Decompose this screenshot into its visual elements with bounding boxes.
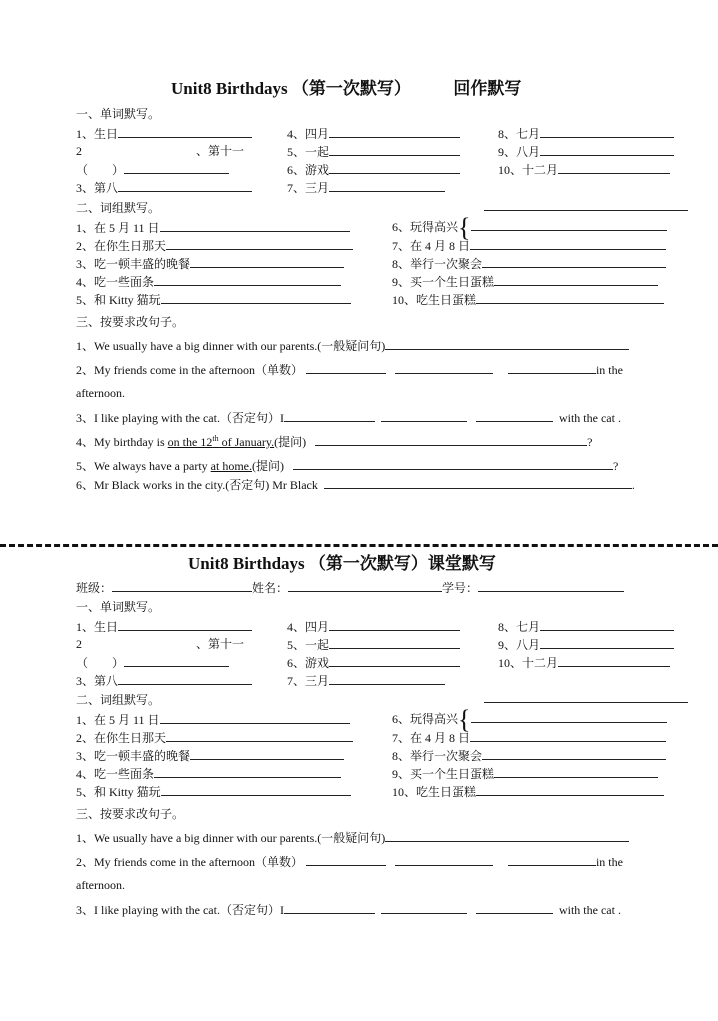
top-sentence-5 [76,458,618,474]
top-word-10-label: 10、十二月 [498,163,559,177]
bottom-phrase-8-label: 8、举行一次聚会 [392,749,483,763]
top-sentence-4-text: 4、My birthday is [76,435,168,449]
top-section-words: 一、单词默写。 [76,107,161,121]
bottom-phrase-6-blank-upper[interactable] [484,691,688,703]
top-phrase-1-blank[interactable] [160,220,350,232]
bottom-word-1-blank[interactable] [118,619,252,631]
top-word-8 [498,126,674,142]
top-sentence-1 [76,338,629,354]
top-sentence-5-underlined: at home. [210,459,252,473]
bottom-sentence-3-text: 3、I like playing with the cat.（否定句）I [76,903,284,917]
top-phrase-7 [392,238,666,254]
top-word-9-blank[interactable] [540,144,674,156]
top-sentence-4-u2: of January. [218,435,275,449]
top-sentence-1-blank[interactable] [385,338,629,350]
bottom-word-9-blank[interactable] [540,637,674,649]
bottom-word-10-blank[interactable] [558,655,670,667]
top-word-10-blank[interactable] [558,162,670,174]
top-phrase-1-label: 1、在 5 月 11 日 [76,221,160,235]
top-sentence-4-u1: on the 12 [167,435,213,449]
top-sentence-4 [76,434,592,450]
bottom-phrase-5-blank[interactable] [161,784,351,796]
bottom-word-3 [76,673,252,689]
bottom-phrase-3 [76,748,344,764]
class-label: 班级： [76,581,113,595]
bottom-word-8-label: 8、七月 [498,620,541,634]
top-sentence-2-cont: afternoon. [76,386,125,400]
bottom-phrase-4 [76,766,341,782]
bottom-section-sentences: 三、按要求改句子。 [76,807,185,821]
bottom-phrase-4-label: 4、吃一些面条 [76,767,155,781]
top-section-phrases: 二、词组默写。 [76,201,161,215]
bottom-word-5 [287,637,460,653]
top-sentence-3-text-b: with the cat . [558,411,621,425]
name-field[interactable] [288,580,442,592]
bottom-phrase-7 [392,730,666,746]
top-phrase-10 [392,292,664,308]
top-sentence-6-text: 6、Mr Black works in the city.(否定句) Mr Black [76,478,318,492]
bottom-word-8-blank[interactable] [540,619,674,631]
top-word-7 [287,180,445,196]
top-title-main: Unit8 Birthdays （第一次默写） [171,79,411,98]
top-sentence-3 [76,410,621,426]
top-word-7-blank[interactable] [329,180,445,192]
bottom-sentence-2-cont: afternoon. [76,878,125,892]
top-phrase-6-label: 6、玩得高兴 [392,220,459,234]
top-phrase-8 [392,256,666,272]
top-sentence-6 [76,477,635,493]
top-phrase-6-blank[interactable] [471,219,667,231]
bottom-sentence-2-text: 2、My friends come in the afternoon（单数） [76,855,303,869]
top-sentence-5-blank[interactable] [293,458,613,470]
top-word-9 [498,144,674,160]
top-phrase-9 [392,274,658,290]
bottom-word-4 [287,619,460,635]
bottom-word-2-paren: （ ） [76,656,125,670]
top-phrase-4-label: 4、吃一些面条 [76,275,155,289]
bottom-sentence-3-blank-3[interactable] [476,902,553,914]
top-sentence-2-blank-1[interactable] [306,362,386,374]
bottom-sentence-1 [76,830,629,846]
brace-icon: { [458,705,471,734]
bottom-word-6-label: 6、游戏 [287,656,330,670]
top-sentence-4-underlined [168,435,274,449]
bottom-word-1-label: 1、生日 [76,620,119,634]
top-word-2-paren: （ ） [76,163,125,177]
top-sentence-3-blank-2[interactable] [381,410,467,422]
bottom-word-5-label: 5、一起 [287,638,330,652]
top-sentence-2-text: 2、My friends come in the afternoon（单数） [76,363,303,377]
top-phrase-2 [76,238,353,254]
bottom-phrase-1-label: 1、在 5 月 11 日 [76,713,160,727]
top-word-3-label: 3、第八 [76,181,119,195]
top-sentence-4-blank[interactable] [315,434,587,446]
bottom-word-2-label-b: 、第十一 [196,637,245,651]
top-word-1-label: 1、生日 [76,127,119,141]
top-phrase-5-label: 5、和 Kitty 猫玩 [76,293,161,307]
bottom-word-4-blank[interactable] [329,619,460,631]
bottom-student-info [76,580,624,596]
top-title [171,79,521,99]
top-sentence-6-blank[interactable] [324,477,632,489]
top-phrase-5-blank[interactable] [161,292,351,304]
top-phrase-3-blank[interactable] [190,256,344,268]
bottom-word-3-label: 3、第八 [76,674,119,688]
bottom-phrase-6 [392,705,667,734]
top-phrase-8-blank[interactable] [482,256,666,268]
bottom-word-7-label: 7、三月 [287,674,330,688]
bottom-phrase-2-blank[interactable] [166,730,353,742]
bottom-word-9-label: 9、八月 [498,638,541,652]
top-sentence-3-text: 3、I like playing with the cat.（否定句）I [76,411,284,425]
top-word-6-label: 6、游戏 [287,163,330,177]
bottom-sentence-3-blank-1[interactable] [284,902,375,914]
bottom-word-7-blank[interactable] [329,673,445,685]
name-label: 姓名： [252,581,289,595]
top-word-10 [498,162,670,178]
bottom-phrase-9 [392,766,658,782]
bottom-phrase-6-blank[interactable] [471,711,667,723]
bottom-word-2 [76,637,244,652]
bottom-word-10-label: 10、十二月 [498,656,559,670]
top-phrase-6 [392,213,667,242]
bottom-section-words: 一、单词默写。 [76,600,161,614]
top-phrase-2-blank[interactable] [166,238,353,250]
bottom-word-6-blank[interactable] [329,655,460,667]
top-sentence-2 [76,362,623,378]
top-sentence-2-text-b: in the [595,363,623,377]
top-word-2-cont [76,162,229,178]
top-phrase-4-blank[interactable] [154,274,341,286]
bottom-section-phrases: 二、词组默写。 [76,693,161,707]
class-field[interactable] [112,580,252,592]
bottom-phrase-8-blank[interactable] [482,748,666,760]
top-sentence-2-blank-2[interactable] [395,362,493,374]
bottom-phrase-1 [76,712,350,728]
cut-line-divider [0,544,718,547]
top-phrase-4 [76,274,341,290]
top-word-2-label: 2 [76,144,82,158]
bottom-word-2-blank[interactable] [124,655,229,667]
top-title-suffix: 回作默写 [453,79,522,98]
top-word-5 [287,144,460,160]
bottom-phrase-3-label: 3、吃一顿丰盛的晚餐 [76,749,191,763]
bottom-phrase-9-label: 9、买一个生日蛋糕 [392,767,495,781]
bottom-phrase-10 [392,784,664,800]
top-phrase-3-label: 3、吃一顿丰盛的晚餐 [76,257,191,271]
bottom-phrase-4-blank[interactable] [154,766,341,778]
bottom-phrase-1-blank[interactable] [160,712,350,724]
top-word-1-blank[interactable] [118,126,252,138]
top-word-3 [76,180,252,196]
top-word-9-label: 9、八月 [498,145,541,159]
top-phrase-5 [76,292,351,308]
bottom-phrase-9-blank[interactable] [494,766,658,778]
bottom-phrase-8 [392,748,666,764]
bottom-phrase-7-label: 7、在 4 月 8 日 [392,731,471,745]
bottom-sentence-2-text-b: in the [595,855,623,869]
bottom-word-6 [287,655,460,671]
bottom-sentence-3 [76,902,621,918]
top-sentence-3-blank-1[interactable] [284,410,375,422]
bottom-word-7 [287,673,445,689]
top-sentence-4-sup: th [212,434,219,443]
top-word-2-blank[interactable] [124,162,229,174]
top-word-2-label-b: 、第十一 [196,144,245,158]
bottom-word-2-label: 2 [76,637,82,651]
bottom-title: Unit8 Birthdays （第一次默写）课堂默写 [188,554,496,573]
top-sentence-2-blank-3[interactable] [508,362,596,374]
top-word-6 [287,162,460,178]
id-label: 学号： [442,581,479,595]
bottom-phrase-5-label: 5、和 Kitty 猫玩 [76,785,161,799]
bottom-word-9 [498,637,674,653]
brace-icon: { [458,213,471,242]
top-section-sentences: 三、按要求改句子。 [76,315,185,329]
bottom-sentence-1-blank[interactable] [385,830,629,842]
bottom-phrase-5 [76,784,351,800]
top-phrase-9-label: 9、买一个生日蛋糕 [392,275,495,289]
top-word-3-blank[interactable] [118,180,252,192]
bottom-phrase-3-blank[interactable] [190,748,344,760]
top-word-8-label: 8、七月 [498,127,541,141]
top-word-2 [76,144,244,159]
top-phrase-1 [76,220,350,236]
top-phrase-8-label: 8、举行一次聚会 [392,257,483,271]
bottom-sentence-2-blank-1[interactable] [306,854,386,866]
top-word-8-blank[interactable] [540,126,674,138]
bottom-sentence-2-blank-3[interactable] [508,854,596,866]
top-sentence-5-text: 5、We always have a party [76,459,211,473]
bottom-phrase-6-label: 6、玩得高兴 [392,712,459,726]
top-sentence-4-text-b: (提问) [274,435,307,449]
top-phrase-6-blank-upper[interactable] [484,199,688,211]
bottom-word-2-cont [76,655,229,671]
bottom-phrase-7-blank[interactable] [470,730,666,742]
bottom-sentence-2 [76,854,623,870]
bottom-sentence-3-text-b: with the cat . [558,903,621,917]
bottom-word-4-label: 4、四月 [287,620,330,634]
bottom-sentence-3-blank-2[interactable] [381,902,467,914]
top-sentence-5-end: ? [612,459,619,473]
bottom-word-3-blank[interactable] [118,673,252,685]
bottom-phrase-2 [76,730,353,746]
top-phrase-3 [76,256,344,272]
bottom-word-10 [498,655,670,671]
top-phrase-10-blank[interactable] [476,292,664,304]
bottom-phrase-10-blank[interactable] [476,784,664,796]
top-word-5-label: 5、一起 [287,145,330,159]
top-word-4-blank[interactable] [329,126,460,138]
top-phrase-7-blank[interactable] [470,238,666,250]
top-sentence-3-blank-3[interactable] [476,410,553,422]
top-sentence-4-end: ? [587,435,593,449]
top-phrase-7-label: 7、在 4 月 8 日 [392,239,471,253]
top-word-7-label: 7、三月 [287,181,330,195]
top-sentence-6-end: . [631,478,635,492]
bottom-sentence-1-text: 1、We usually have a big dinner with our parents.(一般疑问句) [76,831,386,845]
top-sentence-1-text: 1、We usually have a big dinner with our parents.(一般疑问句) [76,339,386,353]
top-word-4-label: 4、四月 [287,127,330,141]
bottom-word-1 [76,619,252,635]
top-phrase-2-label: 2、在你生日那天 [76,239,167,253]
bottom-phrase-10-label: 10、吃生日蛋糕 [392,785,477,799]
bottom-word-8 [498,619,674,635]
top-word-4 [287,126,460,142]
id-field[interactable] [478,580,624,592]
top-word-1 [76,126,252,142]
top-phrase-10-label: 10、吃生日蛋糕 [392,293,477,307]
bottom-word-5-blank[interactable] [329,637,460,649]
top-sentence-5-text-b: (提问) [251,459,284,473]
top-word-5-blank[interactable] [329,144,460,156]
bottom-sentence-2-blank-2[interactable] [395,854,493,866]
top-phrase-9-blank[interactable] [494,274,658,286]
bottom-phrase-2-label: 2、在你生日那天 [76,731,167,745]
top-word-6-blank[interactable] [329,162,460,174]
